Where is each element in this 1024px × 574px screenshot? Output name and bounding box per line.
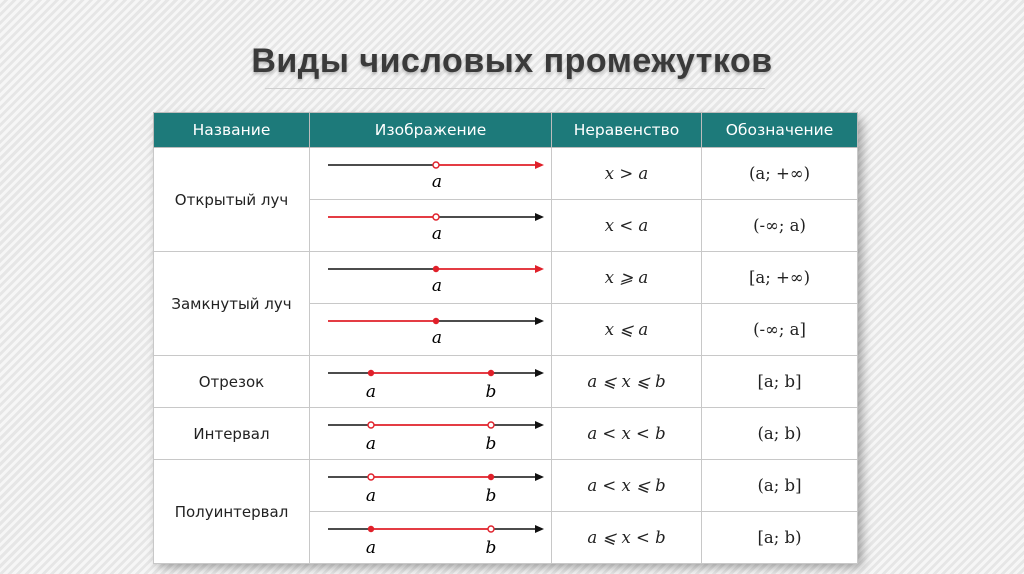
table-row [154,356,858,408]
notation-cell: (a; +∞) [702,148,858,200]
point-label-a: a [365,433,376,454]
inequality-cell [552,408,702,460]
number-line-cell [310,148,552,200]
inequality-text: x ⩾ a [604,268,649,287]
interval-name: Интервал [154,408,310,460]
point-label-a: a [365,537,376,558]
point-label-a: a [365,381,376,402]
number-line-cell [310,460,552,512]
notation-cell: [a; +∞) [702,252,858,304]
inequality-cell [552,148,702,200]
inequality-cell [552,304,702,356]
number-line-half-interval-left-closed [316,515,546,561]
inequality-text: x ⩽ a [604,320,649,339]
point-label-a: a [431,327,442,348]
inequality-text: a ⩽ x ⩽ b [587,372,666,391]
header-image: Изображение [310,113,552,148]
header-notation: Обозначение [702,113,858,148]
point-label-a: a [431,223,442,244]
slide-title: Виды числовых промежутков [251,42,773,80]
interval-name: Открытый луч [154,148,310,252]
table-row [154,408,858,460]
number-line-cell [310,304,552,356]
number-line-cell [310,512,552,564]
inequality-text: a < x < b [587,424,666,443]
point-label-b: b [485,537,496,558]
title-underline [265,88,765,89]
point-label-b: b [485,485,496,506]
number-line-open-ray-left [316,203,546,249]
intervals-table [153,112,858,564]
number-line-cell [310,200,552,252]
table-row [154,252,858,304]
inequality-text: x > a [604,164,649,183]
inequality-text: a < x ⩽ b [587,476,666,495]
table-row [154,460,858,512]
notation-cell: (a; b) [702,408,858,460]
header-inequality: Неравенство [552,113,702,148]
point-label-a: a [431,275,442,296]
intervals-table-wrap [153,112,857,560]
header-name: Название [154,113,310,148]
table-row [154,148,858,200]
interval-name: Полуинтервал [154,460,310,564]
point-label-a: a [431,171,442,192]
interval-name: Замкнутый луч [154,252,310,356]
interval-name: Отрезок [154,356,310,408]
number-line-half-interval-right-closed [316,463,546,509]
number-line-closed-ray-left [316,307,546,353]
notation-cell: [a; b) [702,512,858,564]
inequality-cell [552,356,702,408]
inequality-text: x < a [604,216,649,235]
inequality-cell [552,512,702,564]
number-line-cell [310,356,552,408]
number-line-cell [310,408,552,460]
notation-cell: [a; b] [702,356,858,408]
inequality-cell [552,460,702,512]
notation-cell: (-∞; a] [702,304,858,356]
number-line-interval [316,411,546,457]
inequality-cell [552,200,702,252]
notation-cell: (-∞; a) [702,200,858,252]
notation-cell: (a; b] [702,460,858,512]
point-label-b: b [485,433,496,454]
number-line-open-ray-right [316,151,546,197]
inequality-cell [552,252,702,304]
number-line-cell [310,252,552,304]
number-line-segment [316,359,546,405]
point-label-b: b [485,381,496,402]
inequality-text: a ⩽ x < b [587,528,666,547]
header-row [154,113,858,148]
number-line-closed-ray-right [316,255,546,301]
point-label-a: a [365,485,376,506]
